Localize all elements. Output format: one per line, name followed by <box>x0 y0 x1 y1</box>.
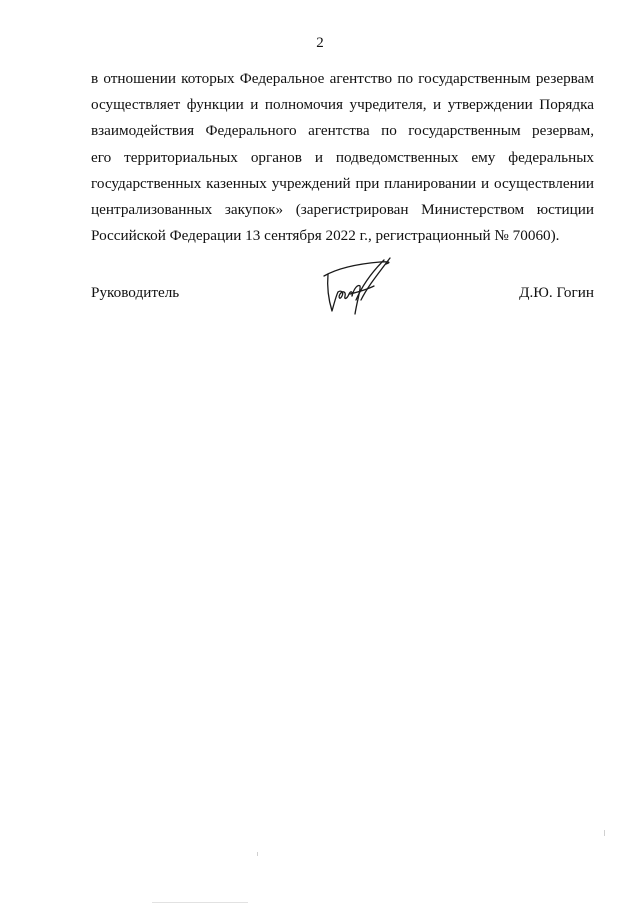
scan-artifact <box>257 852 258 856</box>
body-line: осуществляет функции и полномочия учредителя, и утверждении Порядка <box>91 96 594 114</box>
body-line: его территориальных органов и подведомственных ему федеральных <box>91 148 594 166</box>
body-line: взаимодействия Федерального агентства по государственным резервам, <box>91 122 594 140</box>
body-line: Российской Федерации 13 сентября 2022 г., регистрационный № 70060). <box>91 227 560 245</box>
signer-position: Руководитель <box>91 284 180 301</box>
body-paragraph <box>91 66 594 249</box>
scan-artifact <box>604 830 605 836</box>
body-line: в отношении которых Федеральное агентство по государственным резервам <box>91 70 594 87</box>
body-line: государственных казенных учреждений при планировании и осуществлении <box>91 174 594 192</box>
signature-icon <box>318 256 410 318</box>
body-line: централизованных закупок» (зарегистрирован Министерством юстиции <box>91 201 594 219</box>
signer-name: Д.Ю. Гогин <box>519 284 594 301</box>
page-number: 2 <box>316 35 324 51</box>
scan-artifact <box>152 902 248 903</box>
